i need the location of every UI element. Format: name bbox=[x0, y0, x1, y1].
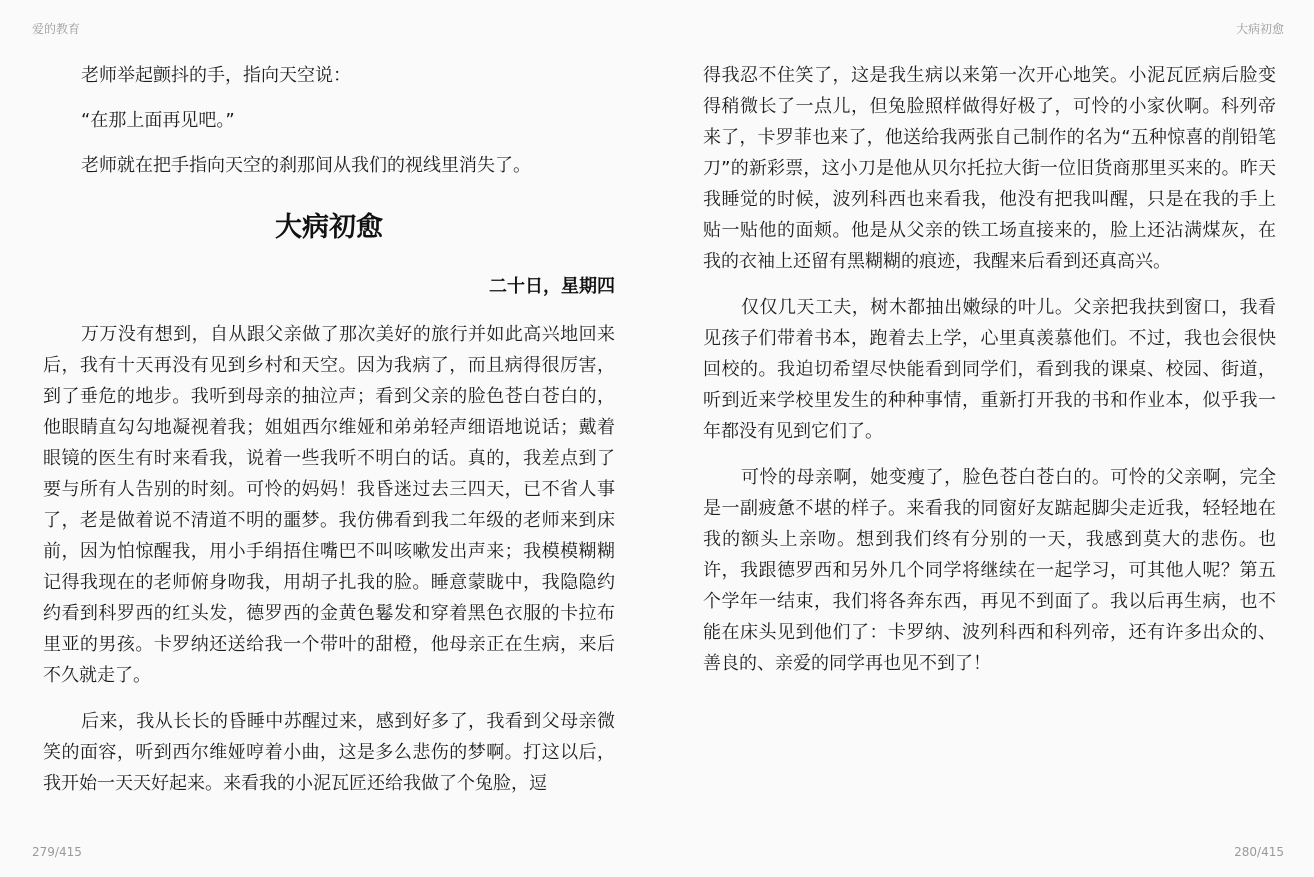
chapter-header: 大病初愈 bbox=[1235, 22, 1284, 36]
page-number-left: 279/415 bbox=[32, 845, 82, 859]
left-page bbox=[43, 60, 615, 814]
book-title: 爱的教育 bbox=[32, 22, 81, 36]
intro-paragraph: “在那上面再见吧。” bbox=[81, 110, 235, 131]
body-paragraph: 可怜的母亲啊，她变瘦了，脸色苍白苍白的。可怜的父亲啊，完全是一副疲惫不堪的样子。来看我的同窗好友踮起脚尖走近我，轻轻地在我的额头上亲吻。想到我们终有分别的一天，我感到莫大的悲伤。也许，我跟德罗西和另外几个同学将继续在一起学习，可其他人呢？第五个学年一结束，我们将各奔东西，再见不到面了。我以后再生病，也不能在床头见到他们了：卡罗纳、波列科西和科列帝，还有许多出众的、善良的、亲爱的同学再也见不到了！ bbox=[703, 467, 1276, 674]
chapter-date: 二十日，星期四 bbox=[489, 276, 615, 297]
body-paragraph: 后来，我从长长的昏睡中苏醒过来，感到好多了，我看到父母亲微笑的面容，听到西尔维娅哼着小曲，这是多么悲伤的梦啊。打这以后，我开始一天天好起来。来看我的小泥瓦匠还给我做了个兔脸，逗 bbox=[43, 711, 615, 794]
intro-paragraph: 老师就在把手指向天空的刹那间从我们的视线里消失了。 bbox=[81, 155, 531, 176]
body-paragraph: 仅仅几天工夫，树木都抽出嫩绿的叶儿。父亲把我扶到窗口，我看见孩子们带着书本，跑着去上学，心里真羡慕他们。不过，我也会很快回校的。我迫切希望尽快能看到同学们，看到我的课桌、校园、街道，听到近来学校里发生的种种事情，重新打开我的书和作业本，似乎我一年都没有见到它们了。 bbox=[703, 297, 1276, 442]
page-number-right: 280/415 bbox=[1234, 845, 1284, 859]
intro-paragraph: 老师举起颤抖的手，指向天空说： bbox=[81, 65, 351, 86]
body-paragraph-continued: 得我忍不住笑了，这是我生病以来第一次开心地笑。小泥瓦匠病后脸变得稍微长了一点儿，但兔脸照样做得好极了，可怜的小家伙啊。科列帝来了，卡罗菲也来了，他送给我两张自己制作的名为“五种惊喜的削铅笔刀”的新彩票，这小刀是他从贝尔托拉大街一位旧货商那里买来的。昨天我睡觉的时候，波列科西也来看我，他没有把我叫醒，只是在我的手上贴一贴他的面颊。他是从父亲的铁工场直接来的，脸上还沾满煤灰，在我的衣袖上还留有黑糊糊的痕迹，我醒来后看到还真高兴。 bbox=[703, 65, 1276, 272]
body-paragraph: 万万没有想到，自从跟父亲做了那次美好的旅行并如此高兴地回来后，我有十天再没有见到乡村和天空。因为我病了，而且病得很厉害，到了垂危的地步。我听到母亲的抽泣声；看到父亲的脸色苍白苍白的，他眼睛直勾勾地凝视着我；姐姐西尔维娅和弟弟轻声细语地说话；戴着眼镜的医生有时来看我，说着一些我听不明白的话。真的，我差点到了要与所有人告别的时刻。可怜的妈妈！我昏迷过去三四天，已不省人事了，老是做着说不清道不明的噩梦。我仿佛看到我二年级的老师来到床前，因为怕惊醒我，用小手绢捂住嘴巴不叫咳嗽发出声来；我模模糊糊记得我现在的老师俯身吻我，用胡子扎我的脸。睡意蒙眬中，我隐隐约约看到科罗西的红头发，德罗西的金黄色鬈发和穿着黑色衣服的卡拉布里亚的男孩。卡罗纳还送给我一个带叶的甜橙，他母亲正在生病，来后不久就走了。 bbox=[43, 324, 615, 686]
chapter-title: 大病初愈 bbox=[275, 212, 383, 243]
right-page bbox=[703, 60, 1276, 694]
